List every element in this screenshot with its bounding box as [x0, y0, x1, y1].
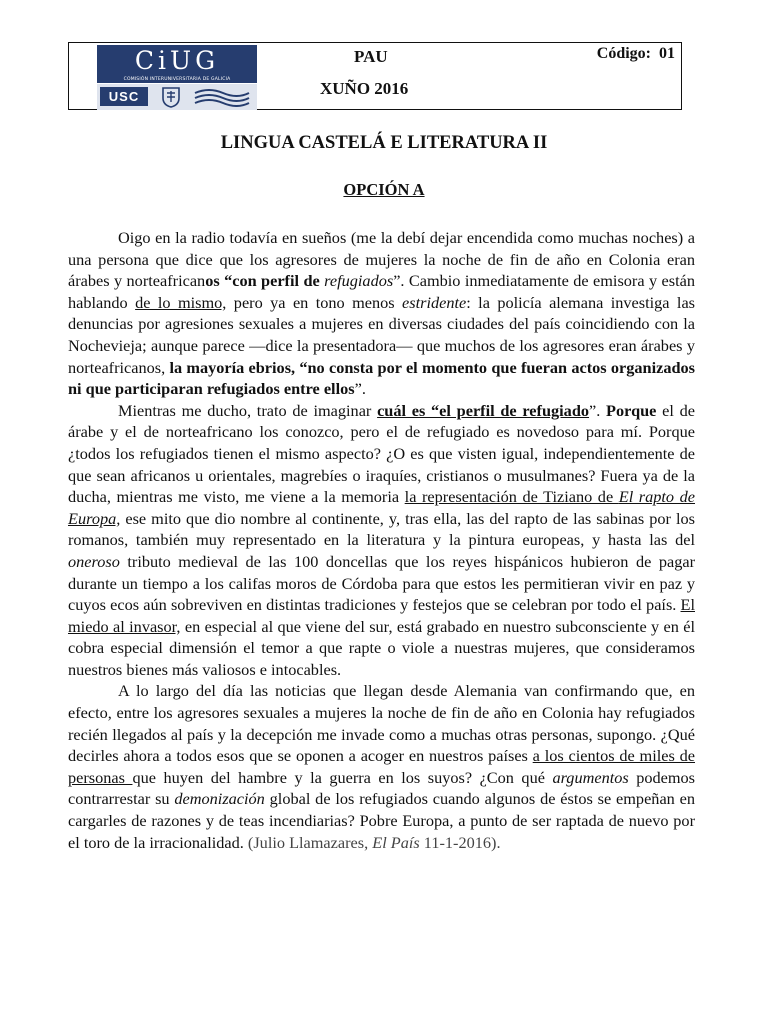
text-segment: cuál es “el perfil de refugiado: [377, 400, 590, 420]
text-segment: podemos contrarrestar su: [68, 767, 696, 809]
text-segment: ”.: [589, 400, 607, 420]
text-segment: Oigo en la radio todavía en sueños (me la debí dejar encendida como muchas noches) a una persona que dice que los agresores de mujeres la noche de fin de año en Colonia eran árabes y norteafrican: [68, 228, 695, 291]
code-label: Código:: [596, 45, 651, 62]
text-segment: refugiados: [324, 271, 394, 291]
text-segment: que huyen del hambre y la guerra en los suyos? ¿Con qué: [132, 767, 553, 787]
text-segment: la representación de Tiziano de: [404, 487, 619, 507]
paragraph: [68, 227, 695, 400]
text-segment: argumentos: [552, 767, 629, 787]
text-segment: : la policía alemana investiga las denuncias por agresiones sexuales a mujeres en diversas ciudades del país coincidiendo con la Nochevieja; aunque parece —dice la presentadora— que muchos de los agresores eran árabes y norteafricanos,: [68, 292, 696, 377]
wave-emblem-icon: [191, 87, 251, 107]
text-segment: ese mito que dio nombre al continente, y, tras ella, las del rapto de las sabinas por los romanos, también muy representado en la literatura y la pintura europeas, y hasta las del: [68, 508, 695, 550]
text-segment: demonización: [174, 789, 265, 809]
article-text: [68, 227, 695, 853]
text-segment: El País: [372, 832, 420, 852]
exam-code: [597, 45, 675, 63]
text-segment: oneroso: [68, 551, 120, 571]
text-segment: Mientras me ducho, trato de imaginar: [118, 400, 378, 420]
subject-title: LINGUA CASTELÁ E LITERATURA II: [220, 133, 548, 153]
text-segment: ”.: [354, 379, 366, 399]
university-seal-icon: [161, 86, 181, 108]
exam-session: XUÑO 2016: [320, 79, 409, 98]
logo-subtitle: COMISIÓN INTERUNIVERSITARIA DE GALICIA: [123, 77, 231, 82]
code-value: 01: [659, 45, 675, 62]
text-segment: estridente: [402, 292, 467, 312]
paragraph: [68, 680, 695, 853]
text-segment: tributo medieval de las 100 doncellas que los reyes hispánicos hubieron de pagar durante un tiempo a los califas moros de Córdoba para que estos les permitieran vivir en paz y cuyos ecos aún sobreviven en distintas tradiciones y festejos que se celebran por todo el país.: [68, 551, 695, 615]
exam-header: [68, 42, 682, 110]
text-segment: de lo mismo,: [135, 292, 227, 312]
text-segment: pero ya en tono menos: [226, 292, 403, 312]
text-segment: global de los refugiados cuando algunos de éstos se empeñan en cargarles de razones y de teas incendiarias? Pobre Europa, a punto de ser raptada de nuevo por el toro de la irracionalidad.: [68, 789, 695, 852]
text-segment: 11-1-2016).: [419, 832, 501, 852]
text-segment: El miedo al invasor,: [68, 595, 695, 636]
exam-name: PAU: [354, 47, 388, 66]
text-segment: la mayoría ebrios, “no consta por el momento que fueran actos organizados ni que participaran refugiados entre ellos: [68, 357, 695, 399]
text-segment: en especial al que viene del sur, está grabado en nuestro subconsciente y en él cobra especial dimensión el temor a que rapte o viole a nuestras mujeres, que consideramos nuestros bienes más valiosos e intocables.: [68, 616, 695, 679]
logo-name: CiUG: [134, 46, 220, 75]
text-segment: A lo largo del día las noticias que llegan desde Alemania van confirmando que, en efecto, entre los agresores sexuales a mujeres la noche de fin de año en Colonia hay refugiados recién llegados al país y la decepción me invade como a muchas otras personas, supongo. ¿Qué decirles ahora a todos esos que se oponen a acoger en nuestros países: [68, 681, 695, 766]
text-segment: Porque: [606, 400, 657, 420]
ciug-logo: [97, 45, 257, 109]
text-segment: a los cientos de miles de personas: [68, 746, 695, 787]
paragraph: [68, 400, 695, 681]
option-heading: OPCIÓN A: [343, 180, 425, 199]
text-segment: os “con perfil de: [205, 271, 325, 291]
text-segment: ”. Cambio inmediatamente de emisora y están hablando: [68, 271, 695, 312]
usc-logo: USC: [100, 87, 148, 106]
text-segment: el de árabe y el de norteafricano los conozco, pero el de refugiado es novedoso para mí. Porque ¿todos los refugiados tienen el mismo aspecto? ¿O es que visten igual, independientemente de que sean africanos u orientales, magrebíes o iraquíes, cristianos o musulmanes? Fuera ya de la ducha, mientras me visto, me viene a la memoria: [68, 400, 695, 507]
text-segment: (Julio Llamazares,: [247, 832, 373, 852]
text-segment: El rapto de Europa,: [68, 487, 695, 528]
